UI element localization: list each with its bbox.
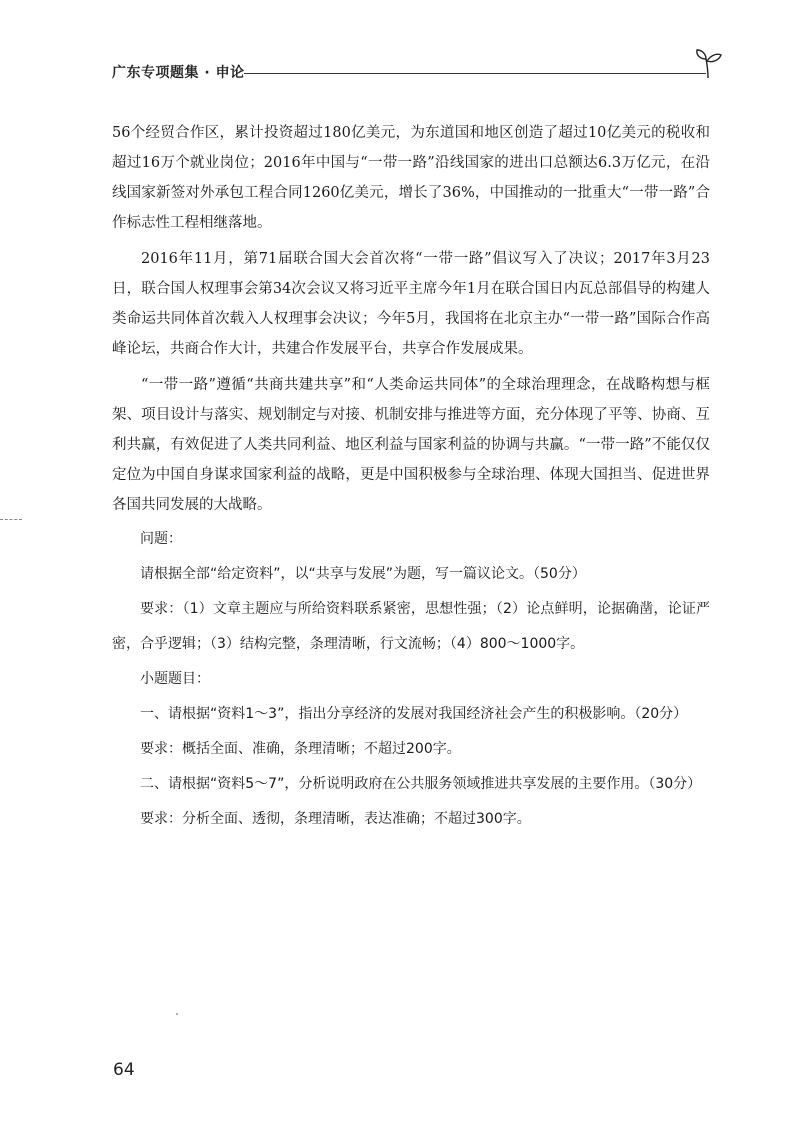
sub-question-2-requirement: 要求：分析全面、透彻，条理清晰，表达准确；不超过300字。 [140, 811, 531, 827]
running-header [112, 58, 722, 82]
sub-question-1-prompt: 一、请根据“资料1～3”，指出分享经济的发展对我国经济社会产生的积极影响。（20分） [140, 706, 688, 722]
page-number: 64 [113, 1060, 135, 1080]
sub-question-1-requirement: 要求：概括全面、准确，条理清晰；不超过200字。 [140, 741, 461, 757]
header-rule [244, 73, 706, 74]
header-title: 广东专项题集 · 申论 [112, 65, 245, 81]
sub-questions-label: 小题题目： [140, 671, 210, 687]
paragraph-un-resolution: 2016年11月，第71届联合国大会首次将“一带一路”倡议写入了决议；2017年3月23日，联合国人权理事会第34次会议又将习近平主席今年1月在联合国日内瓦总部倡导的构建人类命运共同体首次载入人权理事会决议；今年5月，我国将在北京主办“一带一路”国际合作高峰论坛，共商合作大计，共建合作发展平台，共享合作发展成果。 [112, 251, 710, 357]
question-section [112, 522, 710, 837]
question-requirement: 要求：（1）文章主题应与所给资料联系紧密，思想性强；（2）论点鲜明，论据确凿，论证严密，合乎逻辑；（3）结构完整，条理清晰，行文流畅；（4）800～1000字。 [112, 601, 710, 652]
document-body [112, 118, 710, 837]
scan-speck [176, 1013, 178, 1015]
paragraph-trade-zones: 56个经贸合作区，累计投资超过180亿美元，为东道国和地区创造了超过10亿美元的税收和超过16万个就业岗位；2016年中国与“一带一路”沿线国家的进出口总额达6.3万亿元，在沿线国家新签对外承包工程合同1260亿美元，增长了36%，中国推动的一批重大“一带一路”合作标志性工程相继落地。 [112, 125, 710, 231]
margin-mark [0, 519, 22, 520]
sprout-icon [694, 44, 724, 80]
question-label: 问题： [140, 531, 182, 547]
question-prompt: 请根据全部“给定资料”，以“共享与发展”为题，写一篇议论文。（50分） [140, 566, 586, 582]
sub-question-2-prompt: 二、请根据“资料5～7”，分析说明政府在公共服务领域推进共享发展的主要作用。（30分） [140, 776, 702, 792]
paragraph-governance: “一带一路”遵循“共商共建共享”和“人类命运共同体”的全球治理理念，在战略构想与框架、项目设计与落实、规划制定与对接、机制安排与推进等方面，充分体现了平等、协商、互利共赢，有效促进了人类共同利益、地区利益与国家利益的协调与共赢。“一带一路”不能仅仅定位为中国自身谋求国家利益的战略，更是中国积极参与全球治理、体现大国担当、促进世界各国共同发展的大战略。 [112, 377, 710, 513]
